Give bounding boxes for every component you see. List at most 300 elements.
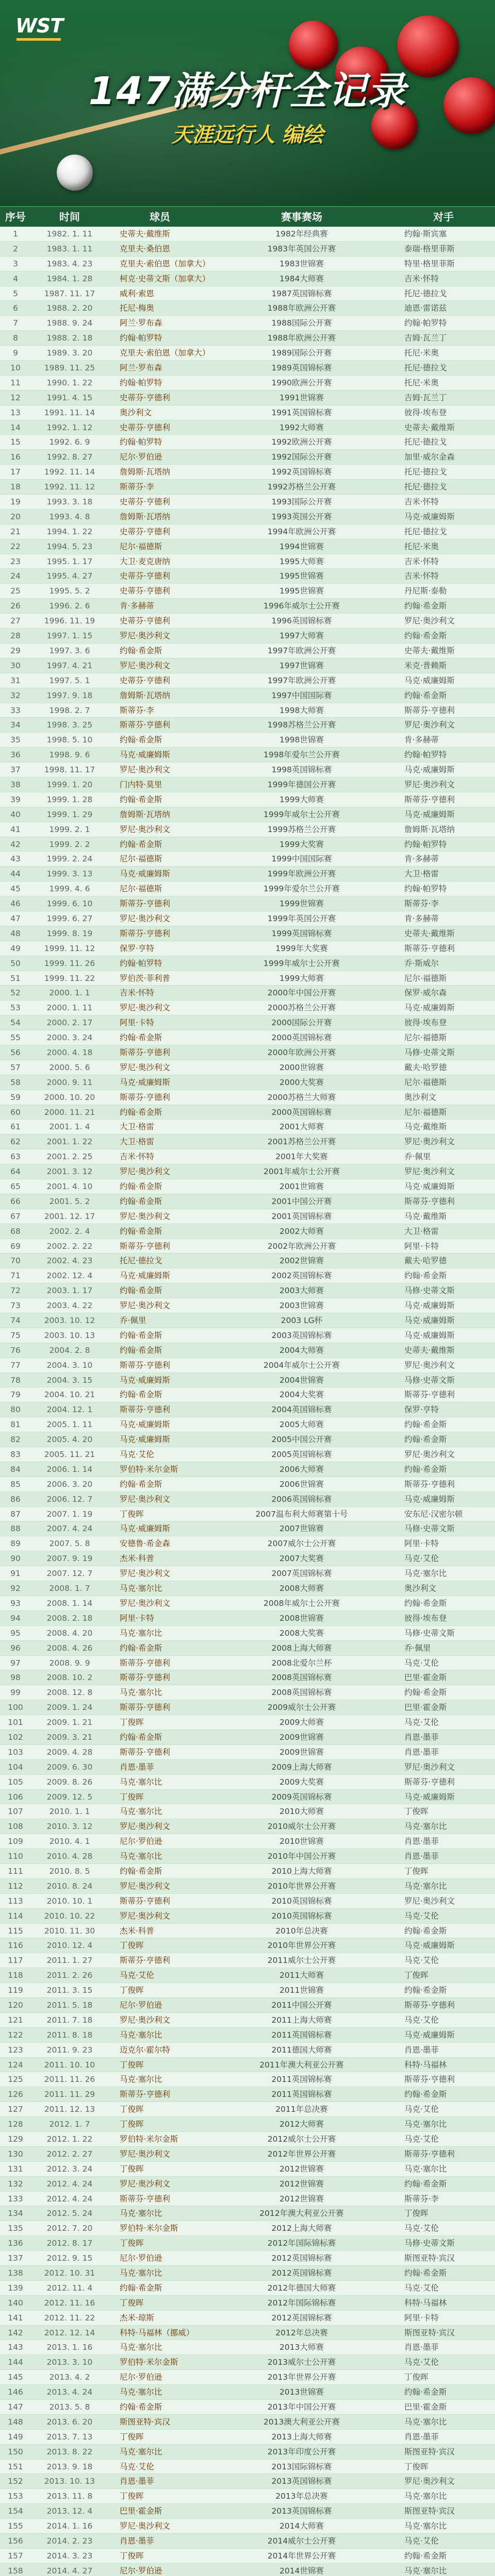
row-index: 151 [8, 2462, 23, 2471]
row-index: 14 [10, 422, 21, 432]
row-player: 马克·威廉姆斯 [120, 1271, 170, 1281]
row-player: 罗尼·奥沙利文 [120, 2015, 170, 2025]
row-opponent: 丁俊晖 [404, 2462, 428, 2471]
row-player: 安德鲁·希金森 [120, 1539, 170, 1549]
row-date: 1992. 11. 12 [44, 482, 95, 492]
row-date: 2003. 10. 13 [44, 1330, 95, 1340]
row-player: 罗尼·奥沙利文 [120, 1911, 170, 1921]
row-event: 1999大师赛 [279, 794, 324, 804]
row-opponent: 托尼·米奥 [404, 541, 439, 551]
table-row [0, 1626, 495, 1641]
row-event: 2011大师赛 [279, 1971, 324, 1980]
row-event: 1994年欧洲公开赛 [267, 527, 336, 536]
row-event: 2001中国公开赛 [271, 1196, 332, 1206]
row-index: 13 [10, 408, 21, 417]
table-row [0, 777, 495, 792]
row-event: 2010英国锦标赛 [271, 1896, 332, 1906]
row-opponent: 罗尼·奥沙利文 [404, 720, 455, 730]
row-event: 2010世锦赛 [279, 1837, 324, 1846]
table-row [0, 584, 495, 599]
row-date: 2001. 2. 25 [46, 1152, 93, 1162]
table-row [0, 2102, 495, 2117]
row-event: 2002世锦赛 [279, 1256, 324, 1266]
row-event: 2013大师赛 [279, 2343, 324, 2352]
row-event: 2012英国锦标赛 [271, 2268, 332, 2278]
row-date: 1999. 11. 22 [44, 973, 95, 983]
table-row [0, 2221, 495, 2236]
row-index: 126 [8, 2090, 23, 2099]
row-date: 2010. 4. 1 [49, 1837, 90, 1846]
row-event: 2012世锦赛 [279, 2194, 324, 2204]
row-index: 155 [8, 2521, 23, 2531]
row-opponent: 马克·威廉姆斯 [404, 1330, 455, 1340]
row-index: 34 [10, 720, 21, 730]
row-event: 2010年世界公开赛 [267, 1881, 336, 1891]
row-event: 2009世锦赛 [279, 1747, 324, 1757]
row-date: 2013. 6. 20 [46, 2417, 93, 2427]
row-opponent: 马修·史蒂文斯 [404, 1524, 455, 1534]
table-row [0, 1953, 495, 1968]
table-row [0, 2147, 495, 2162]
row-player: 马克·威廉姆斯 [120, 1077, 170, 1087]
row-event: 2013年世界公开赛 [267, 2372, 336, 2382]
row-index: 29 [10, 646, 21, 655]
table-row [0, 1998, 495, 2013]
row-date: 2001. 5. 2 [49, 1196, 90, 1206]
table-row [0, 2489, 495, 2504]
row-player: 马克·威廉姆斯 [120, 750, 170, 760]
row-player: 马克·塞尔比 [120, 2447, 162, 2456]
row-date: 2010. 4. 28 [46, 1852, 93, 1861]
row-opponent: 马克·威廉姆斯 [404, 1003, 455, 1013]
table-row [0, 2370, 495, 2385]
row-event: 1991英国锦标赛 [271, 408, 332, 417]
row-event: 2014威尔士公开赛 [267, 2536, 336, 2546]
row-index: 127 [8, 2105, 23, 2114]
row-index: 125 [8, 2075, 23, 2084]
table-row [0, 1700, 495, 1715]
row-event: 2010年世界公开赛 [267, 1941, 336, 1951]
row-index: 26 [10, 601, 21, 611]
row-event: 2008英国锦标赛 [271, 1688, 332, 1698]
row-opponent: 巴里·霍金斯 [404, 1703, 447, 1713]
table-row [0, 614, 495, 629]
row-player: 罗尼·奥沙利文 [120, 660, 170, 670]
table-row [0, 524, 495, 539]
row-opponent: 斯图亚特·宾汉 [404, 2328, 455, 2337]
row-index: 111 [8, 1866, 23, 1876]
table-row [0, 1224, 495, 1239]
row-index: 91 [10, 1569, 21, 1579]
row-event: 2009世锦赛 [279, 1732, 324, 1742]
row-event: 1995世锦赛 [279, 571, 324, 581]
row-event: 2010上海大师赛 [271, 1866, 332, 1876]
row-index: 152 [8, 2477, 23, 2486]
row-event: 1998大师赛 [279, 705, 324, 715]
row-index: 11 [10, 378, 21, 387]
table-row [0, 1402, 495, 1417]
row-index: 124 [8, 2060, 23, 2070]
row-event: 2002英国锦标赛 [271, 1271, 332, 1281]
row-player: 丁俊晖 [120, 2060, 144, 2070]
row-player: 门内特·莫里 [120, 779, 162, 789]
row-opponent: 马修·史蒂文斯 [404, 1047, 455, 1057]
table-row [0, 1447, 495, 1462]
row-opponent: 保罗·威尔森 [404, 988, 447, 998]
row-date: 2013. 10. 13 [44, 2477, 95, 2486]
row-event: 2000大奖赛 [279, 1077, 324, 1087]
table-row [0, 941, 495, 956]
row-opponent: 丁俊晖 [404, 1971, 428, 1980]
row-event: 2013上海大师赛 [271, 2432, 332, 2442]
row-event: 2013国际锦标赛 [271, 2462, 332, 2471]
row-player: 丁俊晖 [120, 1941, 144, 1951]
row-opponent: 肖恩·墨菲 [404, 1732, 439, 1742]
table-row [0, 1164, 495, 1179]
row-date: 2009. 6. 30 [46, 1762, 93, 1772]
row-date: 1988. 9. 24 [46, 318, 93, 328]
row-date: 2002. 12. 4 [46, 1271, 93, 1281]
row-date: 2014. 3. 23 [46, 2551, 93, 2561]
row-player: 马克·威廉姆斯 [120, 1435, 170, 1445]
row-player: 约翰·帕罗特 [120, 437, 162, 447]
row-date: 2011. 10. 10 [44, 2060, 95, 2070]
row-date: 1993. 4. 8 [49, 512, 90, 521]
row-opponent: 马克·塞尔比 [404, 2120, 447, 2129]
row-date: 2007. 4. 24 [46, 1524, 93, 1534]
row-opponent: 马克·艾伦 [404, 1554, 439, 1564]
row-date: 2013. 5. 8 [49, 2402, 90, 2412]
row-event: 2010威尔士公开赛 [267, 1822, 336, 1832]
table-row [0, 2355, 495, 2370]
row-index: 120 [8, 2000, 23, 2010]
row-event: 1999大师赛 [279, 973, 324, 983]
row-event: 2013年总决赛 [275, 2492, 328, 2501]
row-index: 43 [10, 854, 21, 864]
row-event: 2009上海大师赛 [271, 1762, 332, 1772]
row-player: 大卫·格雷 [120, 1137, 154, 1147]
row-player: 马克·塞尔比 [120, 2343, 162, 2352]
row-index: 67 [10, 1211, 21, 1221]
row-index: 38 [10, 779, 21, 789]
table-row [0, 435, 495, 450]
row-event: 1984大师赛 [279, 274, 324, 283]
row-date: 2011. 1. 27 [46, 1956, 93, 1965]
row-index: 157 [8, 2551, 23, 2561]
row-opponent: 马克·威廉姆斯 [404, 1182, 455, 1191]
row-player: 约翰·希金斯 [120, 1732, 162, 1742]
row-event: 2000苏格兰大师赛 [267, 1092, 336, 1102]
row-player: 斯蒂芬·亨德利 [120, 1747, 170, 1757]
table-row [0, 554, 495, 569]
table-header [0, 206, 495, 227]
table-row [0, 2340, 495, 2355]
row-player: 斯蒂芬·亨德利 [120, 2090, 170, 2099]
row-date: 2013. 3. 10 [46, 2358, 93, 2367]
row-index: 143 [8, 2343, 23, 2352]
table-row [0, 1611, 495, 1626]
table-row [0, 286, 495, 301]
table-row [0, 1507, 495, 1522]
row-index: 65 [10, 1182, 21, 1191]
row-index: 153 [8, 2492, 23, 2501]
table-row [0, 1745, 495, 1760]
row-event: 2011德国大师赛 [271, 2045, 332, 2055]
row-event: 2009大奖赛 [279, 1777, 324, 1787]
row-player: 约翰·帕罗特 [120, 958, 162, 968]
row-index: 134 [8, 2209, 23, 2218]
row-index: 74 [10, 1316, 21, 1326]
row-opponent: 巴里·霍金斯 [404, 1673, 447, 1683]
row-player: 史蒂芬·亨德利 [120, 586, 170, 596]
row-date: 1984. 1. 28 [46, 274, 93, 283]
row-opponent: 马克·艾伦 [404, 2134, 439, 2144]
row-event: 2008大师赛 [279, 1584, 324, 1594]
row-player: 尼尔·罗伯逊 [120, 2566, 162, 2575]
row-index: 49 [10, 943, 21, 953]
row-event: 2014大师赛 [279, 2521, 324, 2531]
row-player: 罗尼·奥沙利文 [120, 1003, 170, 1013]
row-index: 1 [13, 229, 18, 239]
row-date: 1999. 1. 28 [46, 794, 93, 804]
row-opponent: 科特·马福林 [404, 2298, 447, 2308]
row-event: 2001苏格兰公开赛 [267, 1137, 336, 1147]
row-opponent: 约翰·希金斯 [404, 1926, 447, 1936]
row-date: 2013. 9. 18 [46, 2462, 93, 2471]
table-row [0, 450, 495, 465]
row-index: 47 [10, 913, 21, 923]
row-player: 约翰·希金斯 [120, 1330, 162, 1340]
row-player: 斯蒂芬·亨德利 [120, 1405, 170, 1415]
row-event: 2009英国锦标赛 [271, 1792, 332, 1802]
row-event: 1999年大奖赛 [275, 943, 328, 953]
row-player: 斯蒂芬·亨德利 [120, 1658, 170, 1668]
row-date: 1996. 2. 6 [49, 601, 90, 611]
row-opponent: 马克·艾伦 [404, 2283, 439, 2293]
row-player: 罗尼·奥沙利文 [120, 913, 170, 923]
row-player: 约翰·希金斯 [120, 1033, 162, 1043]
table-row [0, 2013, 495, 2028]
row-player: 马克·塞尔比 [120, 2387, 162, 2397]
row-event: 2006大师赛 [279, 1464, 324, 1474]
row-date: 1997. 3. 6 [49, 646, 90, 655]
row-date: 1995. 4. 27 [46, 571, 93, 581]
row-date: 2012. 7. 20 [46, 2224, 93, 2233]
row-opponent: 马克·艾伦 [404, 2015, 439, 2025]
row-index: 46 [10, 899, 21, 909]
row-event: 1995世锦赛 [279, 586, 324, 596]
row-index: 73 [10, 1301, 21, 1311]
row-player: 罗尼·奥沙利文 [120, 631, 170, 641]
table-row [0, 1775, 495, 1790]
row-opponent: 罗尼·奥沙利文 [404, 1450, 455, 1460]
row-event: 2012世锦赛 [279, 2164, 324, 2174]
row-player: 罗伯茨·菲利普 [120, 973, 170, 983]
table-row [0, 2564, 495, 2576]
row-opponent: 斯蒂芬·亨德利 [404, 2075, 455, 2084]
table-row [0, 2177, 495, 2192]
row-player: 克里夫·索伯恩（加拿大） [120, 259, 210, 268]
row-player: 杰米·科普 [120, 1926, 154, 1936]
row-opponent: 斯图亚特·宾汉 [404, 2447, 455, 2456]
row-opponent: 乔·斯威尔 [404, 958, 439, 968]
table-row [0, 1328, 495, 1343]
row-index: 100 [8, 1703, 23, 1713]
row-opponent: 肯·多赫蒂 [404, 735, 439, 745]
table-row [0, 420, 495, 435]
row-opponent: 托尼·米奥 [404, 348, 439, 358]
row-player: 马克·塞尔比 [120, 1852, 162, 1861]
row-index: 77 [10, 1360, 21, 1370]
row-player: 巴里·霍金斯 [120, 2506, 162, 2516]
row-index: 52 [10, 988, 21, 998]
row-date: 1988. 2. 18 [46, 333, 93, 343]
row-event: 1992国际公开赛 [271, 452, 332, 462]
row-date: 2002. 4. 23 [46, 1256, 93, 1266]
row-player: 约翰·希金斯 [120, 1107, 162, 1117]
row-player: 肯·多赫蒂 [120, 601, 154, 611]
row-date: 2010. 12. 4 [46, 1941, 93, 1951]
row-index: 53 [10, 1003, 21, 1013]
row-player: 马克·威廉姆斯 [120, 1375, 170, 1385]
row-opponent: 马克·塞尔比 [404, 1822, 447, 1832]
row-event: 2010大师赛 [279, 1807, 324, 1817]
row-opponent: 吉米·怀特 [404, 571, 439, 581]
row-date: 2012. 11. 16 [44, 2298, 95, 2308]
row-player: 马克·艾伦 [120, 1450, 154, 1460]
row-opponent: 约翰·希金斯 [404, 2090, 447, 2099]
row-index: 28 [10, 631, 21, 641]
row-player: 丁俊晖 [120, 2120, 144, 2129]
table-row [0, 346, 495, 361]
row-date: 2010. 8. 5 [49, 1866, 90, 1876]
table-row [0, 495, 495, 510]
row-index: 69 [10, 1241, 21, 1251]
row-player: 柯克·史蒂文斯（加拿大） [120, 274, 210, 283]
row-index: 66 [10, 1196, 21, 1206]
row-date: 2010. 3. 12 [46, 1822, 93, 1832]
table-row [0, 837, 495, 852]
row-event: 2011中国公开赛 [271, 2000, 332, 2010]
row-index: 27 [10, 616, 21, 626]
row-event: 2014世锦赛 [279, 2566, 324, 2575]
row-event: 2009威尔士公开赛 [267, 1703, 336, 1713]
row-date: 2010. 1. 1 [49, 1807, 90, 1817]
row-index: 36 [10, 750, 21, 760]
row-index: 121 [8, 2015, 23, 2025]
row-player: 丁俊晖 [120, 2551, 144, 2561]
row-opponent: 吉米·怀特 [404, 274, 439, 283]
row-player: 约翰·希金斯 [120, 646, 162, 655]
row-index: 117 [8, 1956, 23, 1965]
row-player: 罗尼·奥沙利文 [120, 824, 170, 834]
row-index: 103 [8, 1747, 23, 1757]
row-opponent: 马克·威廉姆斯 [404, 512, 455, 521]
row-index: 132 [8, 2179, 23, 2189]
table-row [0, 1715, 495, 1730]
row-event: 2012年国际锦标赛 [267, 2239, 336, 2248]
row-event: 1996年威尔士公开赛 [263, 601, 340, 611]
row-player: 马克·威廉姆斯 [120, 869, 170, 879]
table-row [0, 257, 495, 272]
row-event: 2002年欧洲公开赛 [267, 1241, 336, 1251]
table-row [0, 1313, 495, 1328]
table-row [0, 1924, 495, 1939]
row-player: 丁俊晖 [120, 2239, 144, 2248]
row-opponent: 保罗·亨特 [404, 1405, 439, 1415]
row-date: 2014. 1. 16 [46, 2521, 93, 2531]
row-date: 1999. 2. 24 [46, 854, 93, 864]
row-opponent: 约翰·斯宾塞 [404, 229, 447, 239]
row-event: 1998苏格兰公开赛 [267, 720, 336, 730]
row-date: 1982. 1. 11 [46, 229, 93, 239]
row-event: 1999大奖赛 [279, 839, 324, 849]
table-row [0, 242, 495, 257]
row-opponent: 史蒂夫·戴维斯 [404, 928, 455, 938]
row-event: 1999中国国际赛 [271, 854, 332, 864]
row-event: 2011英国锦标赛 [271, 2030, 332, 2040]
row-date: 2007. 9. 19 [46, 1554, 93, 1564]
row-opponent: 罗尼·奥沙利文 [404, 1360, 455, 1370]
row-index: 118 [8, 1971, 23, 1980]
row-date: 2008. 2. 18 [46, 1613, 93, 1623]
row-player: 马克·威廉姆斯 [120, 1420, 170, 1430]
table-row [0, 971, 495, 986]
row-index: 89 [10, 1539, 21, 1549]
row-index: 17 [10, 467, 21, 477]
row-index: 156 [8, 2536, 23, 2546]
table-row [0, 1075, 495, 1090]
row-date: 1997. 9. 18 [46, 690, 93, 700]
row-index: 68 [10, 1226, 21, 1236]
row-player: 马克·艾伦 [120, 2462, 154, 2471]
row-opponent: 马克·艾伦 [404, 1658, 439, 1668]
table-row [0, 852, 495, 867]
row-index: 5 [13, 289, 18, 298]
row-player: 吉米·怀特 [120, 1152, 154, 1162]
row-index: 115 [8, 1926, 23, 1936]
row-opponent: 约翰·希金斯 [404, 690, 447, 700]
row-date: 1999. 2. 2 [49, 839, 90, 849]
row-player: 斯蒂芬·亨德利 [120, 1047, 170, 1057]
row-event: 1999年威尔士公开赛 [263, 809, 340, 819]
row-index: 21 [10, 527, 21, 536]
row-opponent: 戴夫·哈罗德 [404, 1062, 447, 1072]
row-index: 139 [8, 2283, 23, 2293]
row-event: 1998英国锦标赛 [271, 765, 332, 775]
row-date: 2003. 10. 12 [44, 1316, 95, 1326]
row-date: 2013. 4. 2 [49, 2372, 90, 2382]
table-row [0, 1581, 495, 1596]
row-event: 1990欧洲公开赛 [271, 378, 332, 387]
row-event: 2000国际公开赛 [271, 1018, 332, 1028]
row-date: 1983. 4. 23 [46, 259, 93, 268]
row-event: 2006英国锦标赛 [271, 1494, 332, 1504]
table-row [0, 643, 495, 658]
row-date: 2012. 3. 24 [46, 2164, 93, 2174]
table-row [0, 1894, 495, 1909]
row-event: 1988年欧洲公开赛 [267, 303, 336, 313]
table-row [0, 2519, 495, 2534]
row-event: 2013威尔士公开赛 [267, 2358, 336, 2367]
row-event: 2012年澳大利亚公开赛 [259, 2209, 344, 2218]
row-index: 80 [10, 1405, 21, 1415]
wst-logo [15, 11, 77, 42]
row-opponent: 马克·塞尔比 [404, 2492, 447, 2501]
row-date: 2000. 11. 21 [44, 1107, 95, 1117]
table-row [0, 1670, 495, 1685]
row-opponent: 马克·威廉姆斯 [404, 1301, 455, 1311]
